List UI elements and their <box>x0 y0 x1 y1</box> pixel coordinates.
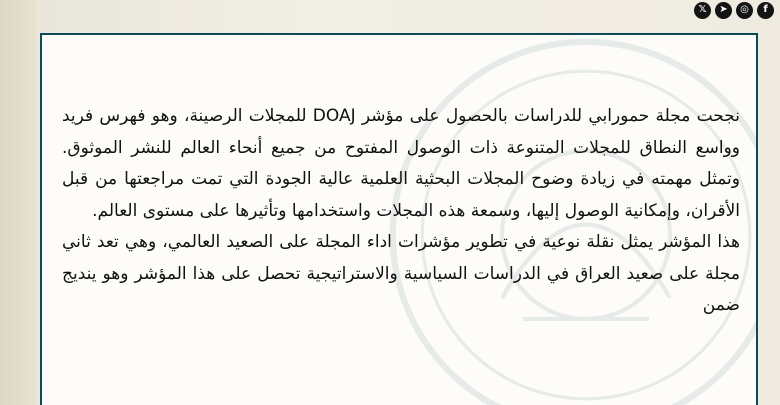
article-text <box>62 101 740 322</box>
article-paragraph-1: نجحت مجلة حمورابي للدراسات بالحصول على مؤشر DOAJ للمجلات الرصينة، وهو فهرس فريد وواسع النطاق للمجلات المتنوعة ذات الوصول المفتوح من جميع أنحاء العالم للنشر الموثوق. وتمثل مهمته في زيادة وضوح المجلات البحثية العلمية عالية الجودة التي تمت مراجعتها من قبل الأقران، وإمكانية الوصول إليها، وسمعة هذه المجلات واستخدامها وتأثيرها على مستوى العالم. <box>62 106 740 221</box>
facebook-icon[interactable]: f <box>757 2 774 19</box>
social-icons-bar <box>694 0 774 20</box>
left-decorative-band <box>0 0 36 405</box>
article-card <box>40 33 758 405</box>
x-icon[interactable]: 𝕏 <box>694 2 711 19</box>
article-paragraph-2: هذا المؤشر يمثل نقلة نوعية في تطوير مؤشرات اداء المجلة على الصعيد العالمي، وهي تعد ثاني مجلة على صعيد العراق في الدراسات السياسية والاستراتيجية تحصل على هذا المؤشر وهو ينديج ضمن <box>62 232 740 315</box>
telegram-icon[interactable]: ➤ <box>715 2 732 19</box>
instagram-icon[interactable]: ◎ <box>736 2 753 19</box>
